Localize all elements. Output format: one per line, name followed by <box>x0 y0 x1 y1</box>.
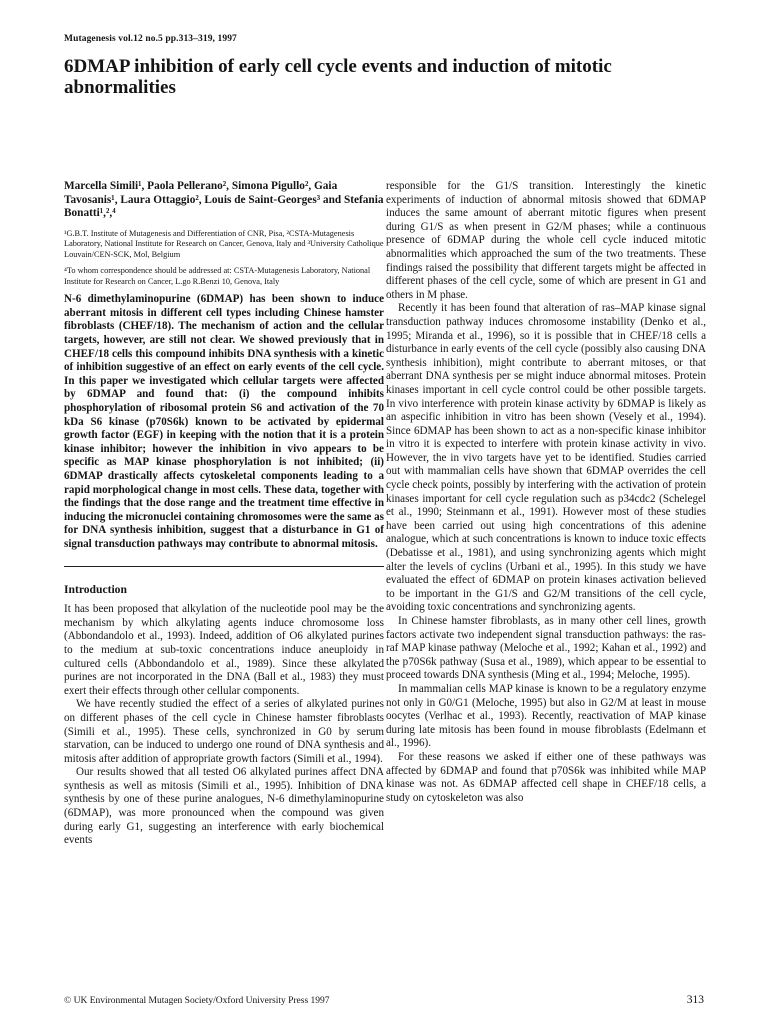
right-paragraph: In Chinese hamster fibroblasts, as in many other cell lines, growth factors activate two independent signal transduction pathways: the ras-raf MAP kinase pathway (Meloche et al., 1992; Kahan et al., 1992) and the p70S6k pathway (Susa et al., 1989), which appear to be essential to proceed towards DNA synthesis (Ming et al., 1994; Meloche, 1995). <box>386 615 706 682</box>
abstract: N-6 dimethylaminopurine (6DMAP) has been shown to induce aberrant mitosis in different cell types including Chinese hamster fibroblasts (CHEF/18). The mechanism of action and the cellular targets, however, are still not clear. We showed previously that in CHEF/18 cells this compound inhibits DNA synthesis with a kinetic of inhibition suggestive of an effect on early events of the cell cycle. In this paper we investigated which cellular targets were affected by 6DMAP and found that: (i) the compound inhibits phosphorylation of ribosomal protein S6 and activation of the 70 kDa S6 kinase (p70S6k) known to be activated by epidermal growth factor (EGF) in keeping with the notion that it is a protein kinase inhibitor; however the inhibition in vivo appears to be specific as MAP kinase phosphorylation is not inhibited; (ii) 6DMAP drastically affects cytoskeletal components leading to a rapid morphological change in most cells. These data, together with the findings that the dose range and the treatment time effective in inducing the micronuclei containing chromosomes were the same as for DNA synthesis inhibition, suggest that a disturbance in G1 of signal transduction pathways may contribute to abnormal mitosis. <box>64 293 384 550</box>
right-column <box>386 180 706 805</box>
right-paragraph: In mammalian cells MAP kinase is known to be a regulatory enzyme not only in G0/G1 (Meloche, 1995) but also in G2/M at least in mouse oocytes (Verlhac et al., 1993). Recently, reactivation of MAP kinase during late mitosis has been found in mouse fibroblasts (Edelmann et al., 1996). <box>386 682 706 750</box>
copyright-notice: © UK Environmental Mutagen Society/Oxford University Press 1997 <box>64 996 330 1006</box>
affiliations: ¹G.B.T. Institute of Mutagenesis and Differentiation of CNR, Pisa, ²CSTA-Mutagenesis Laboratory, National Institute for Research on Cancer, Genova, Italy and ³University Catholique Louvain/CEN-SCK, Mol, Belgium <box>64 228 384 259</box>
left-paragraph: We have recently studied the effect of a series of alkylated purines on different phases of the cell cycle in Chinese hamster fibroblasts (Simili et al., 1995). These cells, synchronized in G0 by serum starvation, can be induced to undergo one round of DNA synthesis and mitosis after addition of appropriate growth factors (Simili et al., 1994). <box>64 698 384 765</box>
left-paragraph: It has been proposed that alkylation of the nucleotide pool may be the mechanism by which alkylating agents induce chromosome loss (Abbondandolo et al., 1993). Indeed, addition of O6 alkylated purines to the medium at sub-toxic concentrations induce aneuploidy in cultured cells (Abbondandolo et al., 1989). Since these alkylated purines are not incorporated in the DNA (Ball et al., 1983) they must exert their effects through other cellular components. <box>64 603 384 697</box>
section-divider <box>64 566 384 567</box>
article-title: 6DMAP inhibition of early cell cycle events and induction of mitotic abnormalities <box>64 56 612 98</box>
right-paragraph: For these reasons we asked if either one of these pathways was affected by 6DMAP and found that p70S6k was inhibited while MAP kinase was not. As 6DMAP affected cell shape in CHEF/18 cells, a study on cytoskeleton was also <box>386 750 706 804</box>
author-list: Marcella Simili¹, Paola Pellerano², Simona Pigullo², Gaia Tavosanis¹, Laura Ottaggio², Louis de Saint-Georges³ and Stefania Bonatti¹,²,⁴ <box>64 180 384 220</box>
page-number: 313 <box>686 994 704 1006</box>
right-paragraph: Recently it has been found that alteration of ras–MAP kinase signal transduction pathway induces chromosome instability (Denko et al., 1995; Miranda et al., 1996), so it is possible that in CHEF/18 cells a disturbance in early events of the cell cycle (possibly also causing DNA synthesis inhibition), might contribute to aberrant mitoses, or that aberrant DNA synthesis per se might induce abnormal mitoses. Protein kinases important in cell cycle control could be other possible targets. In vivo interference with protein kinase activity by 6DMAP is likely as an aspecific inhibition in vitro has been shown (Vesely et al., 1994). Since 6DMAP has been shown to act as a non-specific kinase inhibitor in vitro it is expected to interfere with protein kinase activity in vivo. However, the in vivo targets have yet to be identified. Studies carried out with mammalian cells have shown that 6DMAP overrides the cell cycle check points, possibly by interfering with the activation of protein kinases important for cell cycle regulation such as p34cdc2 (Schelegel et al., 1990; Steinmann et al., 1991). However most of these studies have been carried out using high concentrations of this adenine analogue, which at such concentrations is known to induce toxic effects (Debatisse et al., 1981), and using synchronizing agents which might alter the levels of cyclins (Urbani et al., 1995). In this study we have evaluated the effect of 6DMAP on protein kinases activation believed to be important in the G1/S and G2/M transitions of the cell cycle, avoiding toxic concentrations and synchronizing agents. <box>386 302 706 614</box>
left-paragraph: Our results showed that all tested O6 alkylated purines affect DNA synthesis as well as mitosis (Simili et al., 1995). Inhibition of DNA synthesis by one of these purine analogues, N-6 dimethylaminopurine (6DMAP), was more pronounced when the compound was given during early G1, suggesting an interference with early biochemical events <box>64 766 384 847</box>
correspondence-note: ⁴To whom correspondence should be addressed at: CSTA-Mutagenesis Laboratory, National Institute for Research on Cancer, L.go R.Benzi 10, Genova, Italy <box>64 266 371 286</box>
introduction-heading: Introduction <box>64 582 127 596</box>
left-column <box>64 180 384 848</box>
right-paragraph: responsible for the G1/S transition. Interestingly the kinetic experiments of induction of abnormal mitosis showed that 6DMAP induces the same amount of aberrant mitotic figures when present during G1/S as when present in G2/M phases; while a continuous presence of 6DMAP during the whole cell cycle induced mitotic abnormalities which approached the sum of the two treatments. These findings raised the possibility that different targets might be affected in different phases of the cell cycle, some of which are present in G1 and others in M phase. <box>386 180 706 301</box>
journal-reference: Mutagenesis vol.12 no.5 pp.313–319, 1997 <box>64 34 237 44</box>
